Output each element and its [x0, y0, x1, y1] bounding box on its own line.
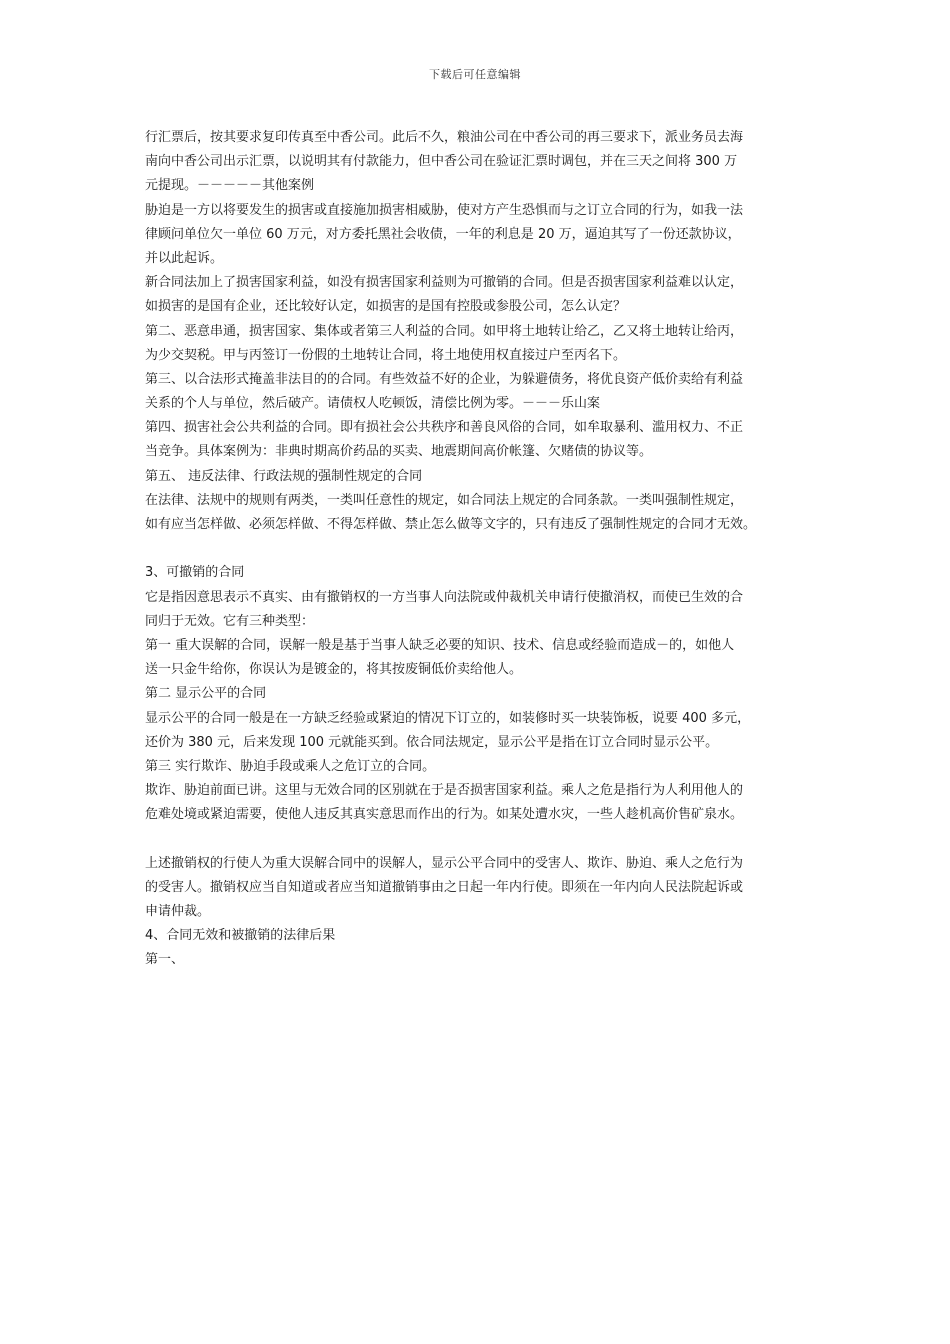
- text-line: 并以此起诉。: [145, 250, 224, 266]
- text-line: 关系的个人与单位，然后破产。请债权人吃顿饭，清偿比例为零。－－－乐山案: [145, 396, 601, 412]
- document-body: [145, 126, 825, 973]
- text-line: 行汇票后，按其要求复印传真至中香公司。此后不久，粮油公司在中香公司的再三要求下，派业务员去海: [145, 130, 744, 145]
- text-line: 当竞争。具体案例为：非典时期高价药品的买卖、地震期间高价帐篷、欠赌债的协议等。: [145, 444, 653, 460]
- text-line: 第二、恶意串通，损害国家、集体或者第三人利益的合同。如甲将土地转让给乙，乙又将土地转让给丙，: [145, 323, 744, 339]
- text-line: 还价为 380 元，后来发现 100 元就能买到。依合同法规定，显示公平是指在订立合同时显示公平。: [145, 734, 719, 750]
- text-line: 第三 实行欺诈、胁迫手段或乘人之危订立的合同。: [145, 758, 436, 774]
- text-line: 危难处境或紧迫需要，使他人违反其真实意思而作出的行为。如某处遭水灾，一些人趁机高价售矿泉水。: [145, 807, 744, 823]
- text-line: 第一、: [145, 952, 185, 968]
- text-line: 欺诈、胁迫前面已讲。这里与无效合同的区别就在于是否损害国家利益。乘人之危是指行为人利用他人的: [145, 783, 744, 799]
- text-line: 第二 显示公平的合同: [145, 686, 267, 702]
- text-line: 如有应当怎样做、必须怎样做、不得怎样做、禁止怎么做等文字的，只有违反了强制性规定的合同才无效。: [145, 517, 757, 532]
- text-line: 显示公平的合同一般是在一方缺乏经验或紧迫的情况下订立的，如装修时买一块装饰板，说要 400 多元，: [145, 710, 751, 726]
- text-line: 的受害人。撤销权应当自知道或者应当知道撤销事由之日起一年内行使。即须在一年内向人民法院起诉或: [145, 879, 744, 895]
- section-heading: 3、可撤销的合同: [145, 565, 245, 581]
- blank-line: [145, 827, 825, 851]
- text-line: 第三、以合法形式掩盖非法目的的合同。有些效益不好的企业，为躲避债务，将优良资产低价卖给有利益: [145, 371, 744, 387]
- text-line: 南向中香公司出示汇票，以说明其有付款能力，但中香公司在验证汇票时调包，并在三天之间将 300 万: [145, 154, 738, 170]
- text-line: 胁迫是一方以将要发生的损害或直接施加损害相威胁，使对方产生恐惧而与之订立合同的行为，如我一法: [145, 202, 744, 218]
- blank-line: [145, 537, 825, 561]
- text-line: 为少交契税。甲与丙签订一份假的土地转让合同，将土地使用权直接过户至丙名下。: [145, 347, 627, 363]
- text-line: 第五、 违反法律、行政法规的强制性规定的合同: [145, 468, 423, 484]
- text-line: 送一只金牛给你，你误认为是镀金的，将其按废铜低价卖给他人。: [145, 662, 523, 678]
- page-header: 下载后可任意编辑: [429, 68, 521, 81]
- text-line: 第四、损害社会公共利益的合同。即有损社会公共秩序和善良风俗的合同，如牟取暴利、滥用权力、不正: [145, 420, 744, 436]
- text-line: 第一 重大误解的合同，误解一般是基于当事人缺乏必要的知识、技术、信息或经验而造成－的，如他人: [145, 637, 735, 653]
- text-line: 它是指因意思表示不真实、由有撤销权的一方当事人向法院或仲裁机关申请行使撤消权，而使已生效的合: [145, 589, 744, 605]
- text-line: 新合同法加上了损害国家利益，如没有损害国家利益则为可撤销的合同。但是否损害国家利益难以认定，: [145, 275, 744, 291]
- text-line: 同归于无效。它有三种类型：: [145, 613, 315, 629]
- text-line: 申请仲裁。: [145, 904, 211, 919]
- text-line: 元提现。－－－－－其他案例: [145, 178, 315, 194]
- text-line: 如损害的是国有企业，还比较好认定，如损害的是国有控股或参股公司，怎么认定？: [145, 299, 627, 315]
- text-line: 律顾问单位欠一单位 60 万元，对方委托黑社会收债，一年的利息是 20 万，逼迫其写了一份还款协议，: [145, 226, 741, 242]
- text-line: 上述撤销权的行使人为重大误解合同中的误解人，显示公平合同中的受害人、欺诈、胁迫、乘人之危行为: [145, 855, 744, 871]
- text-line: 在法律、法规中的规则有两类，一类叫任意性的规定，如合同法上规定的合同条款。一类叫强制性规定，: [145, 492, 744, 508]
- section-heading: 4、合同无效和被撤销的法律后果: [145, 928, 336, 944]
